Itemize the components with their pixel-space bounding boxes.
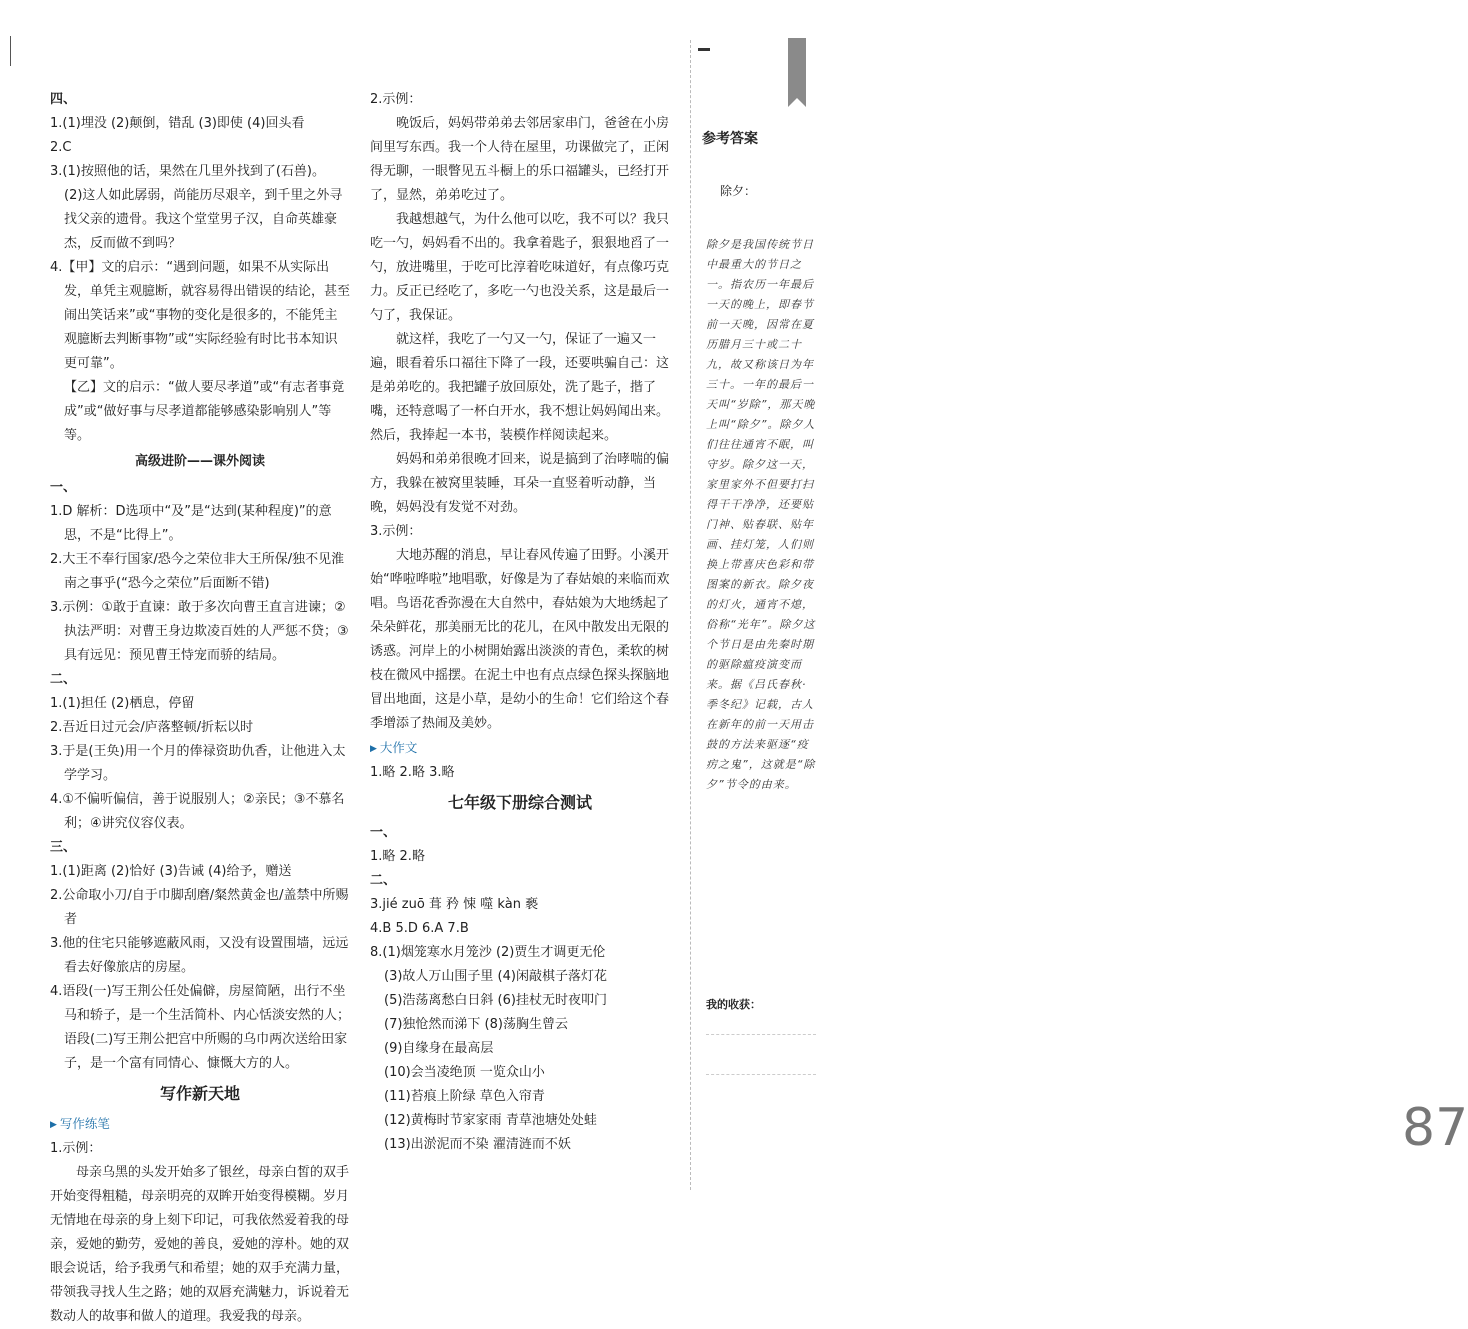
answer-line: 高级进阶——课外阅读	[134, 454, 265, 469]
sidebar-divider	[690, 40, 691, 1190]
answer-line: 2.吾近日过元会/庐落整顿/折耘以时	[50, 720, 254, 735]
answer-line: 我越想越气，为什么他可以吃，我不可以？我只吃一勺，妈妈看不出的。我拿着匙子，狠狠地舀了一勺，放进嘴里，于吃可比淳着吃味道好，有点像巧克力。反正已经吃了，多吃一勺也没关系，这是最后一勺了，我保证。	[370, 212, 670, 323]
answer-line: 8.(1)烟笼寒水月笼沙 (2)贾生才调更无伦	[370, 945, 606, 960]
answer-line: 【乙】文的启示：“做人要尽孝道”或“有志者事竟成”或“做好事与尽孝道都能够感染影响别人”等等。	[64, 380, 345, 443]
answer-line: (10)会当凌绝顶 一览众山小	[384, 1065, 545, 1080]
answer-line: 二、	[370, 873, 397, 888]
title-bar-mark	[698, 48, 710, 51]
answer-line: 4.【甲】文的启示：“遇到问题，如果不从实际出发，单凭主观臆断，就容易得出错误的结论，甚至闹出笑话来”或“事物的变化是很多的，不能凭主观臆断去判断事物”或“实际经验有时比书本知识更可靠”。	[50, 260, 351, 371]
answer-line: 2.大王不奉行国家/恐今之荣位非大王所保/独不见淮南之事乎(“恐今之荣位”后面断不错)	[50, 552, 345, 591]
answer-line: 2.公命取小刀/自于巾脚刮磨/粲然黄金也/盖禁中所赐者	[50, 888, 349, 927]
answer-line: ▶ 大作文	[370, 736, 670, 761]
note-line	[706, 1034, 816, 1035]
answer-line: 七年级下册综合测试	[447, 793, 592, 812]
left-answer-column	[50, 88, 350, 1329]
answer-line: (2)这人如此孱弱，尚能历尽艰辛，到千里之外寻找父亲的遗骨。我这个堂堂男子汉，自命英雄豪杰，反而做不到吗？	[64, 188, 343, 251]
answer-line: (5)浩荡离愁白日斜 (6)挂杖无时夜叩门	[384, 993, 607, 1008]
bookmark-tab	[788, 38, 806, 98]
answer-line: 4.①不偏听偏信，善于说服别人；②亲民；③不慕名利；④讲究仪容仪表。	[50, 792, 345, 831]
answer-line: 二、	[50, 672, 77, 687]
answer-line: 2.C	[50, 140, 72, 155]
answer-line: 1.示例：	[50, 1141, 102, 1156]
answer-line: 就这样，我吃了一勺又一勺，保证了一遍又一遍，眼看着乐口福往下降了一段，还要哄骗自己：这是弟弟吃的。我把罐子放回原处，洗了匙子，揩了嘴，还特意喝了一杯白开水，我不想让妈妈闻出来。然后，我捧起一本书，装模作样阅读起来。	[370, 332, 670, 443]
harvest-label: 我的收获：	[706, 998, 761, 1011]
answer-line: 四、	[50, 92, 77, 107]
answer-line: 1.略 2.略 3.略	[370, 765, 455, 780]
answer-line: 3.示例：①敢于直谏：敢于多次向曹王直言进谏；②执法严明：对曹王身边欺凌百姓的人严惩不贷；③具有远见：预见曹王恃宠而骄的结局。	[50, 600, 349, 663]
answer-line: 3.他的住宅只能够遮蔽风雨，又没有设置围墙，远远看去好像旅店的房屋。	[50, 936, 349, 975]
answer-line: 大地苏醒的消息，早让春风传遍了田野。小溪开始“哗啦哗啦”地唱歌，好像是为了春姑娘的来临而欢唱。鸟语花香弥漫在大自然中，春姑娘为大地绣起了朵朵鲜花，那美丽无比的花儿，在风中散发出无限的诱惑。河岸上的小树開始露出淡淡的青色，柔软的树枝在微风中摇摆。在泥土中也有点点绿色探头探脑地冒出地面，这是小草，是幼小的生命！它们给这个春季增添了热闹及美妙。	[370, 548, 670, 731]
answer-line: 3.(1)按照他的话，果然在几里外找到了(石兽)。	[50, 164, 325, 179]
answer-line: (11)苔痕上阶绿 草色入帘青	[384, 1089, 545, 1104]
answer-line: 写作新天地	[159, 1084, 240, 1103]
answer-line: (9)自缘身在最高层	[384, 1041, 494, 1056]
answer-line: 妈妈和弟弟很晚才回来，说是搞到了治哮喘的偏方，我躲在被窝里装睡，耳朵一直竖着听动静，当晚，妈妈没有发觉不对劲。	[370, 452, 670, 515]
answer-line: 一、	[370, 825, 397, 840]
answer-line: 1.略 2.略	[370, 849, 425, 864]
note-line	[706, 1074, 816, 1075]
answer-line: 4.语段(一)写王荆公任处偏僻，房屋简陋，出行不坐马和轿子，是一个生活简朴、内心恬淡安然的人；语段(二)写王荆公把宫中所赐的乌巾两次送给田家子，是一个富有同情心、慷慨大方的人。	[50, 984, 351, 1071]
sidebar-essay: 除夕是我国传统节日中最重大的节日之一。指农历一年最后一天的晚上，即春节前一天晚，因常在夏历腊月三十或二十九，故又称该日为年三十。一年的最后一天叫“岁除”，那天晚上叫“除夕”。除夕人们往往通宵不眠，叫守岁。除夕这一天，家里家外不但要打扫得干干净净，还要贴门神、贴春联、贴年画、挂灯笼，人们则换上带喜庆色彩和带图案的新衣。除夕夜的灯火，通宵不熄，俗称“光年”。除夕这个节日是由先秦时期的驱除瘟疫演变而来。据《吕氏春秋·季冬纪》记载，古人在新年的前一天用击鼓的方法来驱逐“疫疠之鬼”，这就是“除夕”节令的由来。	[706, 238, 816, 791]
answer-line: 3.于是(王奂)用一个月的俸禄资助仇香，让他进入太学学习。	[50, 744, 346, 783]
answer-line: 1.(1)距离 (2)恰好 (3)告诫 (4)给予，赠送	[50, 864, 292, 879]
answer-line: (13)出淤泥而不染 濯清涟而不妖	[384, 1137, 571, 1152]
page-edge-mark	[10, 36, 11, 66]
answer-line: ▶ 写作练笔	[50, 1112, 350, 1137]
middle-answer-column	[370, 88, 670, 1157]
answer-line: 三、	[50, 840, 77, 855]
answer-sidebar	[690, 0, 1468, 1238]
sidebar-title: 参考答案	[702, 131, 758, 147]
answer-line: 母亲乌黑的头发开始多了银丝，母亲白皙的双手开始变得粗糙，母亲明亮的双眸开始变得模糊。岁月无情地在母亲的身上刻下印记，可我依然爱着我的母亲，爱她的勤劳，爱她的善良，爱她的淳朴。她的双眼会说话，给予我勇气和希望；她的双手充满力量，带领我寻找人生之路；她的双唇充满魅力，诉说着无数动人的故事和做人的道理。我爱我的母亲。	[50, 1165, 350, 1324]
answer-line: (7)独怆然而涕下 (8)荡胸生曾云	[384, 1017, 568, 1032]
answer-line: 1.D 解析：D选项中“及”是“达到(某种程度)”的意思，不是“比得上”。	[50, 504, 332, 543]
answer-line: 3.jié zuō 葺 矜 悚 噬 kàn 褻	[370, 897, 539, 912]
page-number: 87	[1402, 1098, 1468, 1158]
answer-line: 3.示例：	[370, 524, 422, 539]
answer-line: 一、	[50, 480, 77, 495]
answer-line: 1.(1)埋没 (2)颠倒，错乱 (3)即使 (4)回头看	[50, 116, 305, 131]
answer-line: (12)黄梅时节家家雨 青草池塘处处蛙	[384, 1113, 597, 1128]
answer-line: 晚饭后，妈妈带弟弟去邻居家串门，爸爸在小房间里写东西。我一个人待在屋里，功课做完了，正闲得无聊，一眼瞥见五斗橱上的乐口福罐头，已经打开了，显然，弟弟吃过了。	[370, 116, 670, 203]
answer-line: (3)故人万山围子里 (4)闲敲棋子落灯花	[384, 969, 607, 984]
answer-line: 2.示例：	[370, 92, 422, 107]
answer-line: 4.B 5.D 6.A 7.B	[370, 921, 469, 936]
sidebar-subtitle: 除夕：	[720, 184, 757, 198]
answer-line: 1.(1)担任 (2)栖息，停留	[50, 696, 195, 711]
